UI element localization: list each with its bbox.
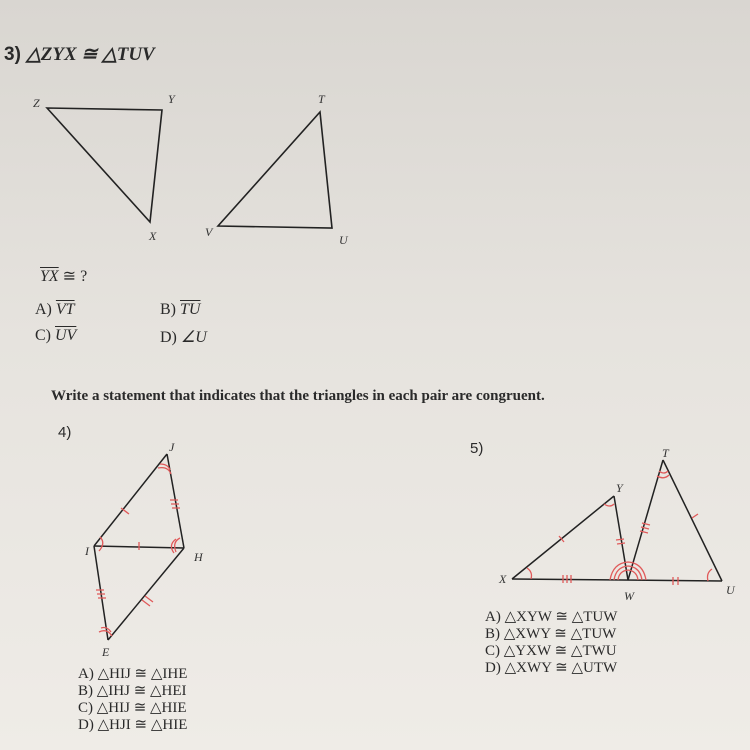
problem-5-choice-d[interactable]: D) △XWY ≅ △UTW	[485, 660, 618, 676]
vertex-label-i: I	[85, 544, 89, 558]
vertex-label-t-5: T	[662, 446, 669, 460]
vertex-label-w-5: W	[624, 589, 634, 603]
question-segment: $\overline{YX}$	[40, 268, 59, 285]
vertex-label-e: E	[102, 645, 110, 659]
problem-5-choices	[485, 609, 617, 677]
problem-3-choice-b[interactable]: B) $\overline{TU}$	[160, 301, 201, 318]
problem-5-number: 5)	[470, 440, 484, 457]
vertex-label-h: H	[194, 550, 203, 564]
problem-4-choice-d[interactable]: D) △HJI ≅ △HIE	[78, 717, 188, 733]
instruction-text: Write a statement that indicates that the triangles in each pair are congruent.	[51, 388, 545, 404]
problem-5-choice-a[interactable]: A) △XYW ≅ △TUW	[485, 609, 618, 625]
problem-5-choice-c[interactable]: C) △YXW ≅ △TWU	[485, 643, 617, 659]
problem-4-choice-b[interactable]: B) △IHJ ≅ △HEI	[78, 683, 187, 699]
problem-4-choice-a[interactable]: A) △HIJ ≅ △IHE	[78, 666, 188, 682]
problem-3-choice-c[interactable]: C) $\overline{UV}$	[35, 327, 77, 344]
problem-5-choice-b[interactable]: B) △XWY ≅ △TUW	[485, 626, 617, 642]
vertex-label-u: U	[339, 233, 348, 247]
vertex-label-x-5: X	[499, 572, 507, 586]
vertex-label-y-5: Y	[616, 481, 623, 495]
vertex-label-y: Y	[168, 92, 175, 106]
problem-3-number: 3)	[4, 44, 21, 65]
vertex-label-x: X	[149, 229, 157, 243]
problem-3-choice-d[interactable]: D) ∠U	[160, 329, 207, 346]
question-rest: ≅ ?	[58, 268, 88, 285]
problem-4-choice-c[interactable]: C) △HIJ ≅ △HIE	[78, 700, 187, 716]
vertex-label-t: T	[318, 92, 325, 106]
problem-4-number: 4)	[58, 424, 72, 441]
vertex-label-j: J	[169, 440, 175, 454]
vertex-label-z: Z	[33, 96, 40, 110]
problem-3-statement: △ZYX ≅ △TUV	[26, 44, 155, 65]
problem-3-choice-a[interactable]: A) $\overline{VT}$	[35, 301, 75, 318]
vertex-label-u-5: U	[726, 583, 735, 597]
vertex-label-v: V	[205, 225, 213, 239]
